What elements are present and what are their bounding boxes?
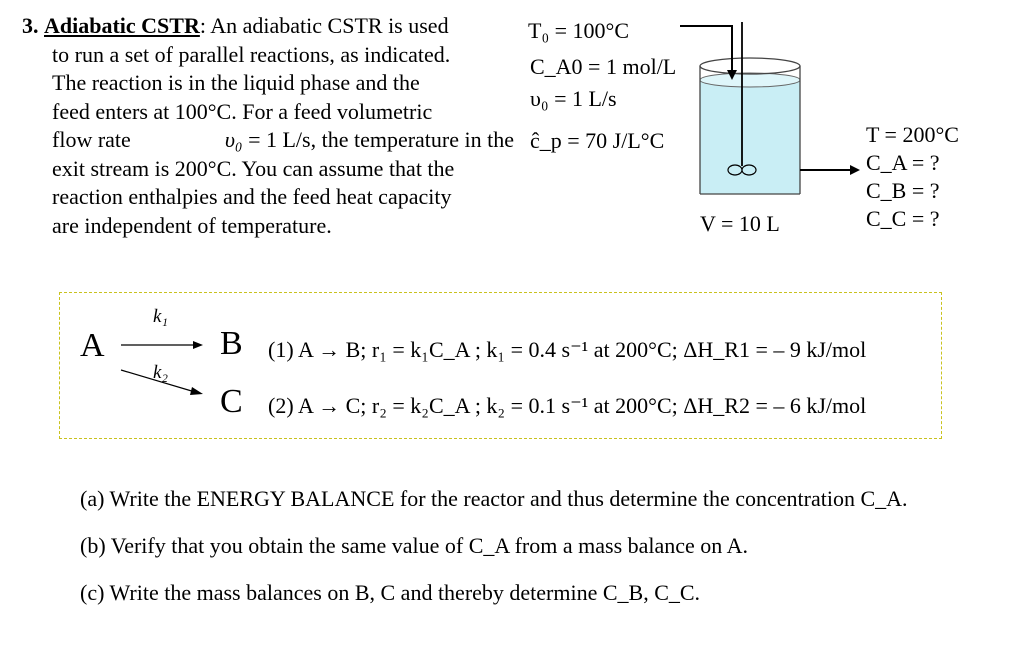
statement-line-2: to run a set of parallel reactions, as indicated. xyxy=(52,41,451,67)
reactor-liquid xyxy=(700,80,800,194)
reactor-volume: V = 10 L xyxy=(700,211,780,236)
problem-number: 3. xyxy=(22,13,39,38)
statement-line-6: exit stream is 200°C. You can assume that the xyxy=(52,155,455,181)
exit-concentration-c: C_C = ? xyxy=(866,206,940,231)
feed-inlet-pipe xyxy=(680,26,732,72)
statement-line-5: flow rate υ₀ = 1 L/s, the temperature in the xyxy=(52,127,514,152)
question-a: (a) Write the ENERGY BALANCE for the reactor and thus determine the concentration C_A. xyxy=(80,486,908,511)
rate-constant-k2-label: k₂ xyxy=(153,362,169,383)
liquid-surface xyxy=(700,73,800,87)
reactor-diagram xyxy=(680,20,880,205)
feed-flow-rate: υ₀ = 1 L/s xyxy=(530,86,617,111)
statement-line-1: 3. Adiabatic CSTR: An adiabatic CSTR is used xyxy=(22,13,449,38)
arrow-a-to-c-head xyxy=(190,387,203,395)
statement-line-7: reaction enthalpies and the feed heat capacity xyxy=(52,184,452,209)
rate-constant-k1-label: k₁ xyxy=(153,306,169,327)
feed-concentration: C_A0 = 1 mol/L xyxy=(530,54,677,79)
question-b: (b) Verify that you obtain the same value of C_A from a mass balance on A. xyxy=(80,533,748,558)
exit-concentration-a: C_A = ? xyxy=(866,150,940,175)
statement-line-3: The reaction is in the liquid phase and the xyxy=(52,70,420,95)
feed-heat-capacity: ĉ_p = 70 J/L°C xyxy=(530,128,665,153)
reaction-2-equation: (2) A → C; r₂ = k₂C_A ; k₂ = 0.1 s⁻¹ at 200°C; ΔH_R2 = – 6 kJ/mol xyxy=(268,393,867,418)
exit-concentration-b: C_B = ? xyxy=(866,178,940,203)
species-a: A xyxy=(80,327,105,364)
species-b: B xyxy=(220,325,243,362)
statement-line-8: are independent of temperature. xyxy=(52,212,332,238)
feed-temperature: T₀ = 100°C xyxy=(528,18,629,43)
v0-symbol: υ₀ xyxy=(224,127,243,152)
exit-arrow-head xyxy=(850,165,860,175)
problem-title: Adiabatic CSTR xyxy=(44,13,200,38)
statement-line-4: feed enters at 100°C. For a feed volumetric xyxy=(52,98,433,124)
vessel-rim xyxy=(700,58,800,74)
problem-statement xyxy=(22,12,514,240)
exit-temperature: T = 200°C xyxy=(866,122,959,147)
arrow-a-to-b-head xyxy=(193,341,203,349)
reaction-1-equation: (1) A → B; r₁ = k₁C_A ; k₁ = 0.4 s⁻¹ at 200°C; ΔH_R1 = – 9 kJ/mol xyxy=(268,337,867,362)
question-c: (c) Write the mass balances on B, C and thereby determine C_B, C_C. xyxy=(80,580,701,605)
species-c: C xyxy=(220,383,243,420)
